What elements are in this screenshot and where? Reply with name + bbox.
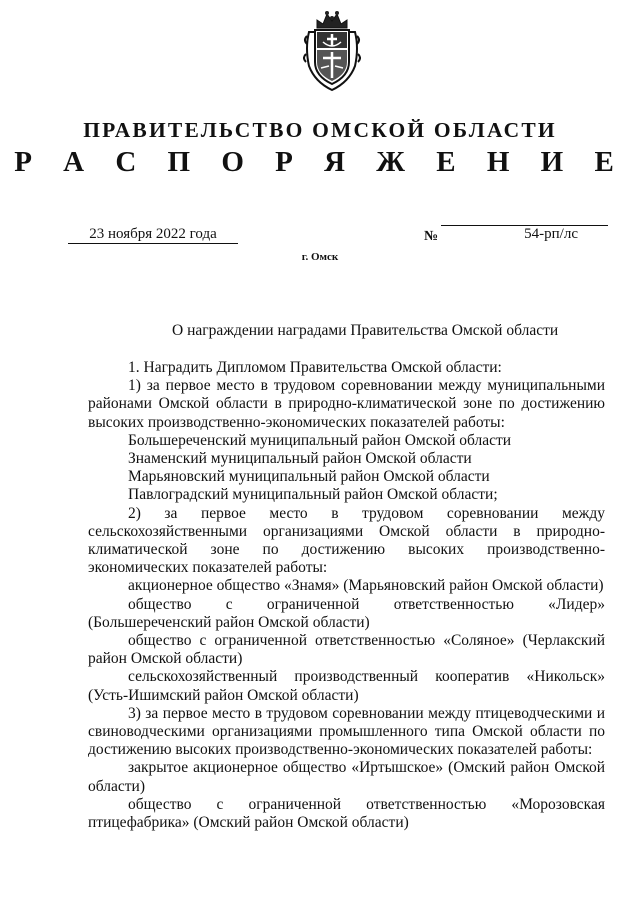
document-date: 23 ноября 2022 года [68,225,238,244]
list-item: сельскохозяйственный производственный кооператив «Никольск» (Усть-Ишимский район Омской области) [88,668,605,704]
city-label: г. Омск [301,251,339,263]
list-item: общество с ограниченной ответственностью «Лидер» (Большереченский район Омской области) [88,595,605,631]
list-item: общество с ограниченной ответственностью «Морозовская птицефабрика» (Омский район Омской области) [88,795,605,832]
paragraph-1-2: 2) за первое место в трудовом соревновании между сельскохозяйственными организациями Омской области в природно-климатической зоне по достижению высоких производственно-экономических показателей работы: [88,504,605,577]
list-item: Павлоградский муниципальный район Омской области; [128,486,498,504]
coat-of-arms-emblem [303,8,361,94]
list-item: Большереченский муниципальный район Омской области [128,431,512,449]
paragraph-1-1: 1) за первое место в трудовом соревновании между муниципальными районами Омской области в природно-климатической зоне по достижению высоких производственно-экономических показателей работы: [88,377,605,431]
list-item: Знаменский муниципальный район Омской области [128,450,472,468]
document-body [88,359,605,832]
paragraph-1: 1. Наградить Дипломом Правительства Омской области: [128,359,502,376]
document-number: 54-рп/лс [524,226,578,242]
document-number-field [441,225,608,242]
list-item: общество с ограниченной ответственностью «Соляное» (Черлакский район Омской области) [88,632,605,668]
document-type-title: Р А С П О Р Я Ж Е Н И Е [14,146,626,178]
paragraph-1-3: 3) за первое место в трудовом соревновании между птицеводческими и свиноводческими организациями промышленного типа Омской области по достижению высоких производственно-экономических показателей работы: [88,704,605,759]
list-item: Марьяновский муниципальный район Омской области [128,468,490,486]
document-subject: О награждении наградами Правительства Омской области [172,322,559,339]
list-item: закрытое акционерное общество «Иртышское» (Омский район Омской области) [88,759,605,795]
list-item: акционерное общество «Знамя» (Марьяновский район Омской области) [128,577,604,595]
organization-title: ПРАВИТЕЛЬСТВО ОМСКОЙ ОБЛАСТИ [83,118,557,142]
number-sign: № [424,229,439,244]
